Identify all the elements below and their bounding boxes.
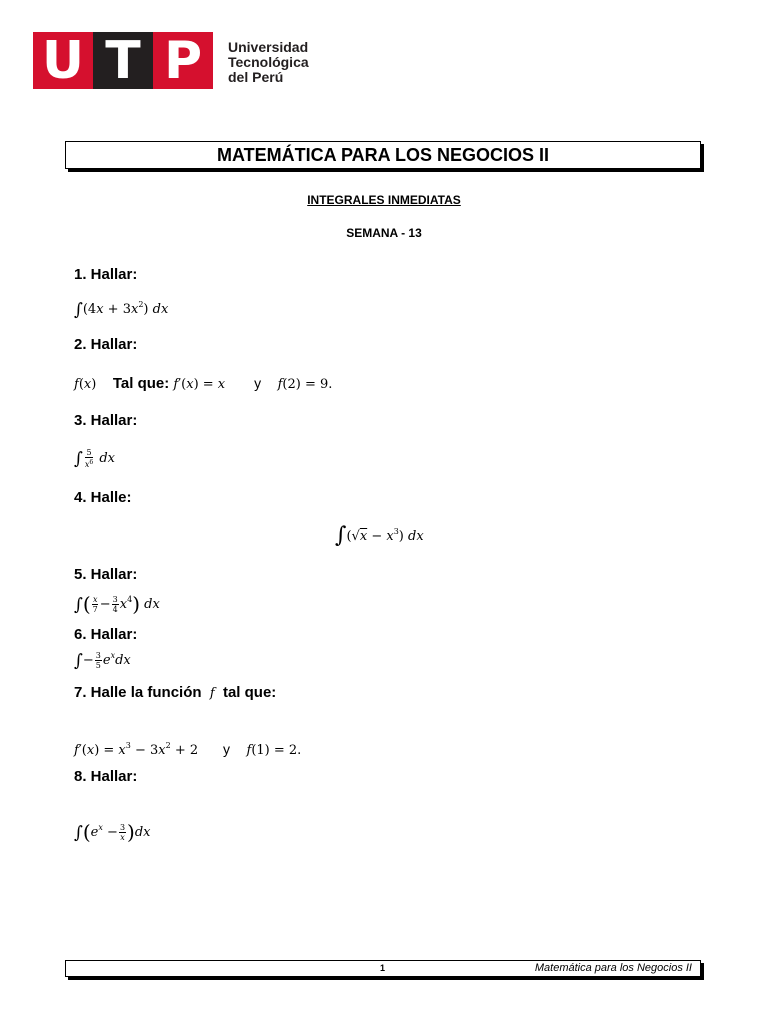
logo-name-line1: Universidad	[228, 39, 309, 55]
question-7-expression: $f'(x) = x^3 - 3x^2 + 2$ y f(1) = 2.	[74, 741, 302, 758]
question-3-label: 3. Hallar:	[74, 412, 138, 429]
logo-name-line3: del Perú	[228, 69, 284, 85]
question-2-y: y	[254, 375, 262, 391]
question-7-label: 7. Halle la función f tal que:	[74, 684, 277, 701]
page-number: 1	[380, 963, 386, 973]
logo-letter-u: U	[33, 32, 93, 89]
question-7-label-start: 7. Halle la función	[74, 684, 202, 701]
question-1-label: 1. Hallar:	[74, 266, 138, 283]
question-5-label: 5. Hallar:	[74, 566, 138, 583]
page-footer	[65, 960, 701, 977]
question-7-y: y	[222, 741, 230, 757]
question-7-label-end: tal que:	[222, 684, 277, 701]
footer-course-name: Matemática para los Negocios II	[534, 962, 692, 974]
question-1-expression: $\int(4x + 3x^2)$ dx	[74, 300, 169, 320]
question-2-expression: f(x) Tal que: f′(x) = x y f(2) = 9.	[74, 375, 333, 392]
question-6-label: 6. Hallar:	[74, 626, 138, 643]
document-title-box	[65, 141, 701, 169]
question-2-conjunction: Tal que:	[112, 375, 170, 392]
question-6-expression: ∫− $\frac{3}{5}$ $e^xdx$	[74, 651, 131, 671]
document-title: MATEMÁTICA PARA LOS NEGOCIOS II	[217, 144, 549, 165]
logo-letter-t: T	[93, 32, 153, 89]
logo-institution-name	[228, 40, 309, 85]
week-heading: SEMANA - 13	[346, 226, 422, 240]
question-2-label: 2. Hallar:	[74, 336, 138, 353]
topic-heading: INTEGRALES INMEDIATAS	[307, 193, 461, 207]
question-4-expression: $\int(√x - x^3)$ dx	[335, 523, 424, 548]
utp-logo	[33, 32, 213, 89]
logo-letter-p: P	[153, 32, 213, 89]
question-8-expression: $\int(e^x$ − $\frac{3}{x}$ )dx	[74, 820, 151, 844]
question-8-label: 8. Hallar:	[74, 768, 138, 785]
logo-name-line2: Tecnológica	[228, 54, 309, 70]
question-3-expression: ∫ $\frac{5}{x^6}$ dx	[74, 448, 115, 469]
question-4-label: 4. Halle:	[74, 489, 132, 506]
question-5-expression: ∫( $\frac{x}{7}$ − $\frac{3}{4}$ $x^4$) dx	[74, 592, 160, 616]
